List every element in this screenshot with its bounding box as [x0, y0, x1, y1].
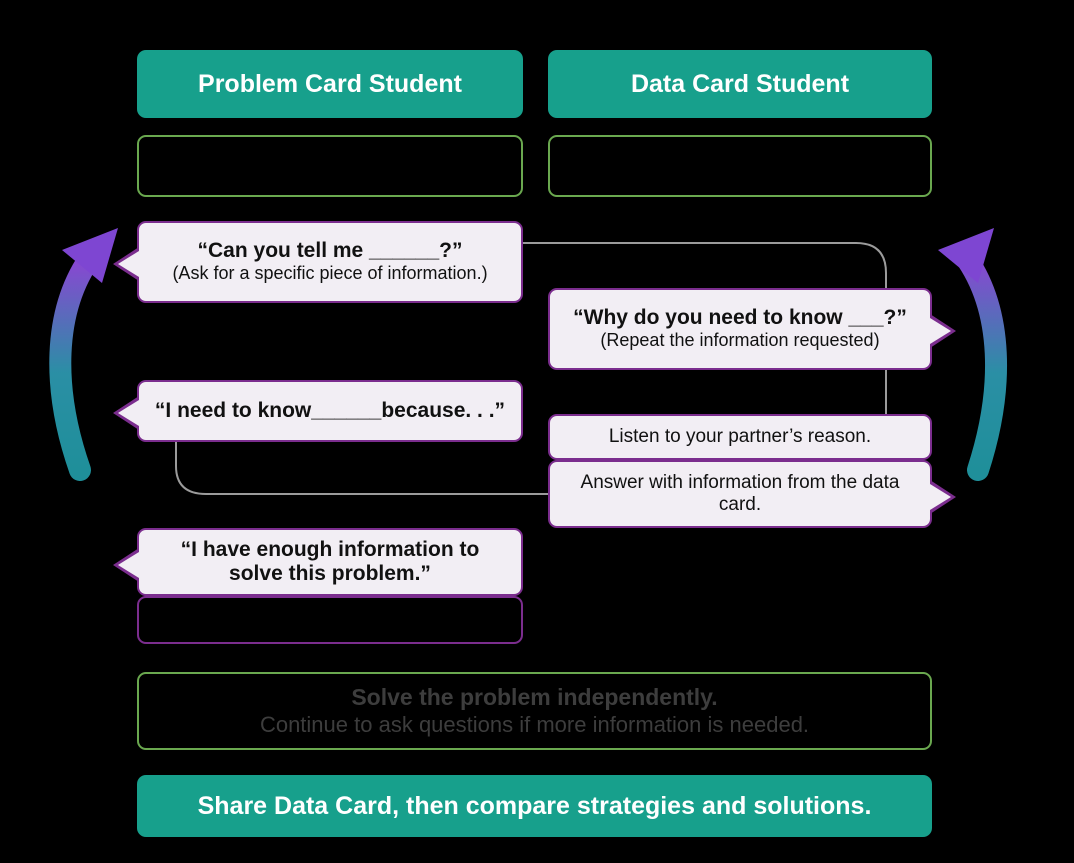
- solve-independently-line2: Continue to ask questions if more information is needed.: [259, 711, 810, 737]
- listen-reason-bubble: [548, 414, 932, 460]
- why-need-to-know-bubble: [548, 288, 932, 370]
- problem-card-blank-box: [137, 135, 523, 197]
- enough-information-blank-box: [137, 596, 523, 644]
- data-card-blank-box: [548, 135, 932, 197]
- need-to-know-bubble: [137, 380, 523, 442]
- share-data-card-box: [137, 775, 932, 837]
- need-to-know-line1: “I need to know______because. . .”: [154, 398, 506, 422]
- ask-question-line2: (Ask for a specific piece of information.): [172, 263, 488, 284]
- header-problem-card-student: [137, 50, 523, 118]
- bubble-tail-inner: [930, 318, 951, 344]
- share-data-card-label: Share Data Card, then compare strategies and solutions.: [197, 791, 872, 820]
- bubble-tail-inner: [930, 484, 951, 510]
- bubble-tail-inner: [118, 552, 139, 578]
- header-problem-card-label: Problem Card Student: [198, 69, 462, 98]
- why-need-to-know-line1: “Why do you need to know ___?”: [573, 306, 907, 330]
- ask-question-bubble: [137, 221, 523, 303]
- listen-reason-line1: Listen to your partner’s reason.: [608, 426, 872, 448]
- solve-independently-line1: Solve the problem independently.: [351, 684, 718, 710]
- answer-with-data-line1: Answer with information from the data card.: [580, 472, 900, 515]
- solve-independently-box: [137, 672, 932, 750]
- header-data-card-student: [548, 50, 932, 118]
- bubble-tail-inner: [118, 251, 139, 277]
- ask-question-line1: “Can you tell me ______?”: [197, 239, 463, 263]
- answer-with-data-bubble: [548, 460, 932, 528]
- why-need-to-know-line2: (Repeat the information requested): [600, 330, 880, 351]
- enough-information-bubble: [137, 528, 523, 596]
- header-data-card-label: Data Card Student: [630, 69, 850, 98]
- enough-information-line1: “I have enough information to solve this problem.”: [180, 537, 480, 585]
- bubble-tail-inner: [118, 400, 139, 426]
